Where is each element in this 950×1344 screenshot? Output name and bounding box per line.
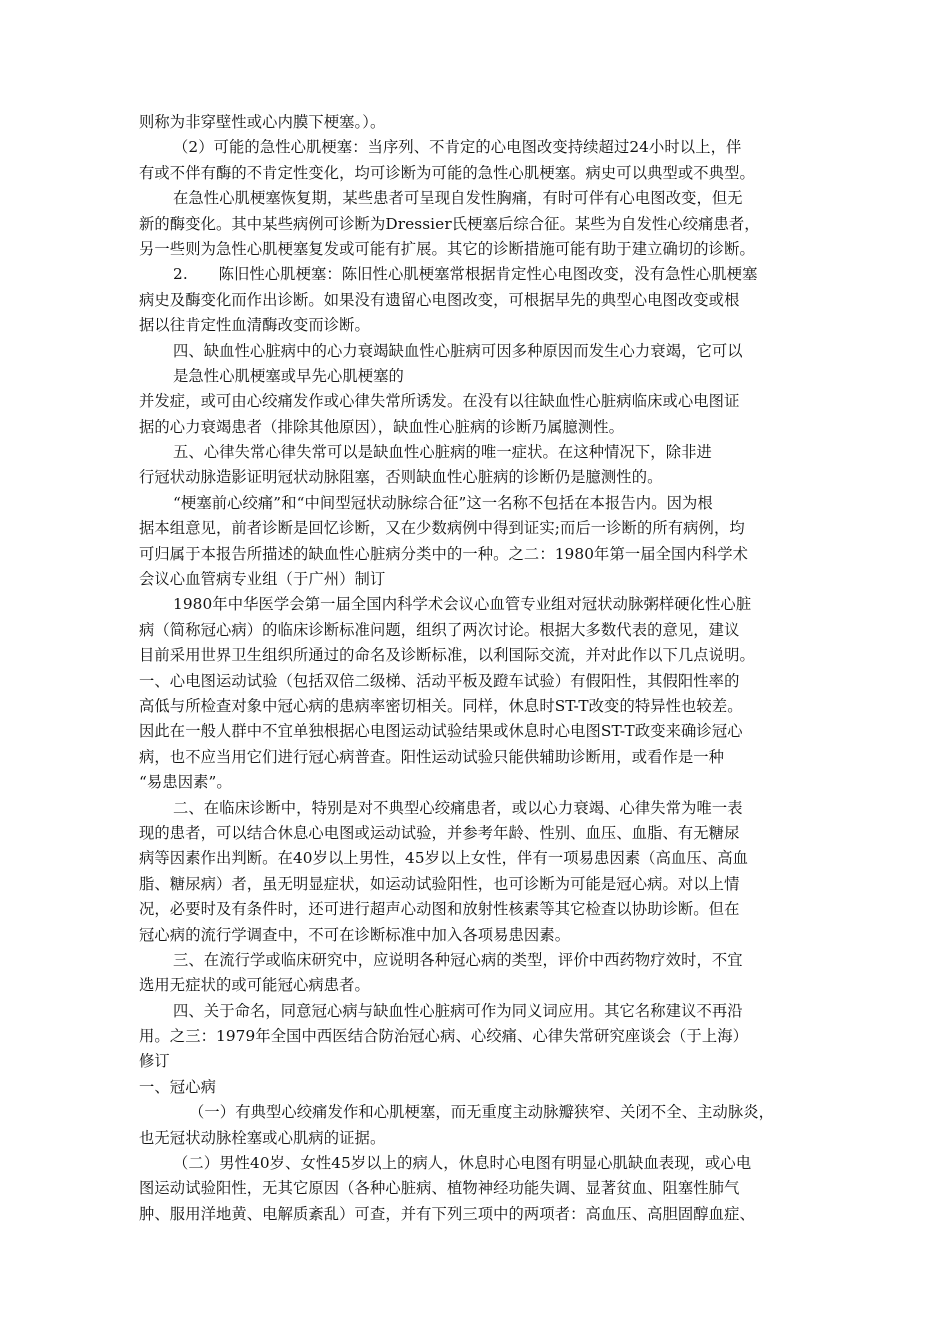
text-line: 2. 陈旧性心肌梗塞：陈旧性心肌梗塞常根据肯定性心电图改变，没有急性心肌梗塞: [173, 265, 758, 284]
text-line: 病史及酶变化而作出诊断。如果没有遗留心电图改变，可根据早先的典型心电图改变或根: [139, 290, 740, 309]
text-line: 四、关于命名，同意冠心病与缺血性心脏病可作为同义词应用。其它名称建议不再沿: [173, 1001, 743, 1020]
text-line: 有或不伴有酶的不肯定性变化，均可诊断为可能的急性心肌梗塞。病史可以典型或不典型。: [139, 163, 755, 182]
text-line: 现的患者，可以结合休息心电图或运动试验，并参考年龄、性别、血压、血脂、有无糖尿: [139, 823, 740, 842]
text-line: 可归属于本报告所描述的缺血性心脏病分类中的一种。之二：1980年第一届全国内科学术: [139, 544, 749, 563]
text-line: 目前采用世界卫生组织所通过的命名及诊断标准，以利国际交流，并对此作以下几点说明。: [139, 646, 755, 665]
text-line: 况，必要时及有条件时，还可进行超声心动图和放射性核素等其它检查以协助诊断。但在: [139, 900, 740, 919]
text-line: 是急性心肌梗塞或早先心肌梗塞的: [173, 366, 404, 385]
text-line: 行冠状动脉造影证明冠状动脉阻塞，否则缺血性心脏病的诊断仍是臆测性的。: [139, 468, 663, 487]
text-line: 一、心电图运动试验（包括双倍二级梯、活动平板及蹬车试验）有假阳性，其假阳性率的: [139, 671, 740, 690]
text-line: 用。之三：1979年全国中西医结合防治冠心病、心绞痛、心律失常研究座谈会（于上海）: [139, 1027, 749, 1046]
text-line: 据的心力衰竭患者（排除其他原因），缺血性心脏病的诊断乃属臆测性。: [139, 417, 625, 436]
text-line: （2）可能的急性心肌梗塞：当序列、不肯定的心电图改变持续超过24小时以上，伴: [173, 138, 742, 157]
text-line: 另一些则为急性心肌梗塞复发或可能有扩展。其它的诊断措施可能有助于建立确切的诊断。: [139, 239, 755, 258]
text-line: 据本组意见，前者诊断是回忆诊断，又在少数病例中得到证实;而后一诊断的所有病例，均: [139, 519, 745, 538]
text-line: 修订: [139, 1052, 170, 1071]
text-line: 会议心血管病专业组（于广州）制订: [139, 570, 386, 589]
text-line: 1980年中华医学会第一届全国内科学术会议心血管专业组对冠状动脉粥样硬化性心脏: [173, 595, 752, 614]
text-line: （一）有典型心绞痛发作和心肌梗塞，而无重度主动脉瓣狭窄、关闭不全、主动脉炎，: [189, 1103, 775, 1122]
text-line: 并发症，或可由心绞痛发作或心律失常所诱发。在没有以往缺血性心脏病临床或心电图证: [139, 392, 740, 411]
text-line: 病（简称冠心病）的临床诊断标准问题，组织了两次讨论。根据大多数代表的意见，建议: [139, 620, 740, 639]
text-line: 四、缺血性心脏病中的心力衰竭缺血性心脏病可因多种原因而发生心力衰竭，它可以: [173, 341, 743, 360]
text-line: “易患因素”。: [139, 773, 232, 792]
text-line: 病等因素作出判断。在40岁以上男性，45岁以上女性，伴有一项易患因素（高血压、高血: [139, 849, 749, 868]
text-line: 二、在临床诊断中，特别是对不典型心绞痛患者，或以心力衰竭、心律失常为唯一表: [173, 798, 743, 817]
text-line: 病，也不应当用它们进行冠心病普查。阳性运动试验只能供辅助诊断用，或看作是一种: [139, 747, 725, 766]
text-line: （二）男性40岁、女性45岁以上的病人，休息时心电图有明显心肌缺血表现，或心电: [173, 1154, 752, 1173]
text-line: 肿、服用洋地黄、电解质紊乱）可查，并有下列三项中的两项者：高血压、高胆固醇血症、: [139, 1204, 755, 1223]
text-line: 图运动试验阳性，无其它原因（各种心脏病、植物神经功能失调、显著贫血、阻塞性肺气: [139, 1179, 740, 1198]
text-line: 三、在流行学或临床研究中，应说明各种冠心病的类型，评价中西药物疗效时，不宜: [173, 950, 743, 969]
document-body: [139, 110, 829, 1227]
text-line: 一、冠心病: [139, 1077, 216, 1096]
text-line: 则称为非穿壁性或心内膜下梗塞。）。: [139, 113, 386, 131]
text-line: 冠心病的流行学调查中，不可在诊断标准中加入各项易患因素。: [139, 925, 571, 944]
text-line: 也无冠状动脉栓塞或心肌病的证据。: [139, 1128, 386, 1147]
text-line: 五、心律失常心律失常可以是缺血性心脏病的唯一症状。在这种情况下，除非进: [173, 443, 712, 462]
text-line: 据以往肯定性血清酶改变而诊断。: [139, 316, 370, 335]
text-line: 高低与所检查对象中冠心病的患病率密切相关。同样，休息时ST-T改变的特异性也较差。: [139, 696, 743, 715]
text-line: 脂、糖尿病）者，虽无明显症状，如运动试验阳性，也可诊断为可能是冠心病。对以上情: [139, 874, 740, 893]
text-line: 新的酶变化。其中某些病例可诊断为Dressier氏梗塞后综合征。某些为自发性心绞痛患者，: [139, 214, 760, 233]
text-line: “梗塞前心绞痛”和“中间型冠状动脉综合征”这一名称不包括在本报告内。因为根: [173, 493, 713, 512]
text-line: 因此在一般人群中不宜单独根据心电图运动试验结果或休息时心电图ST-T政变来确诊冠心: [139, 722, 743, 741]
text-line: 在急性心肌梗塞恢复期，某些患者可呈现自发性胸痛，有时可伴有心电图改变，但无: [173, 189, 743, 208]
text-line: 选用无症状的或可能冠心病患者。: [139, 976, 370, 995]
